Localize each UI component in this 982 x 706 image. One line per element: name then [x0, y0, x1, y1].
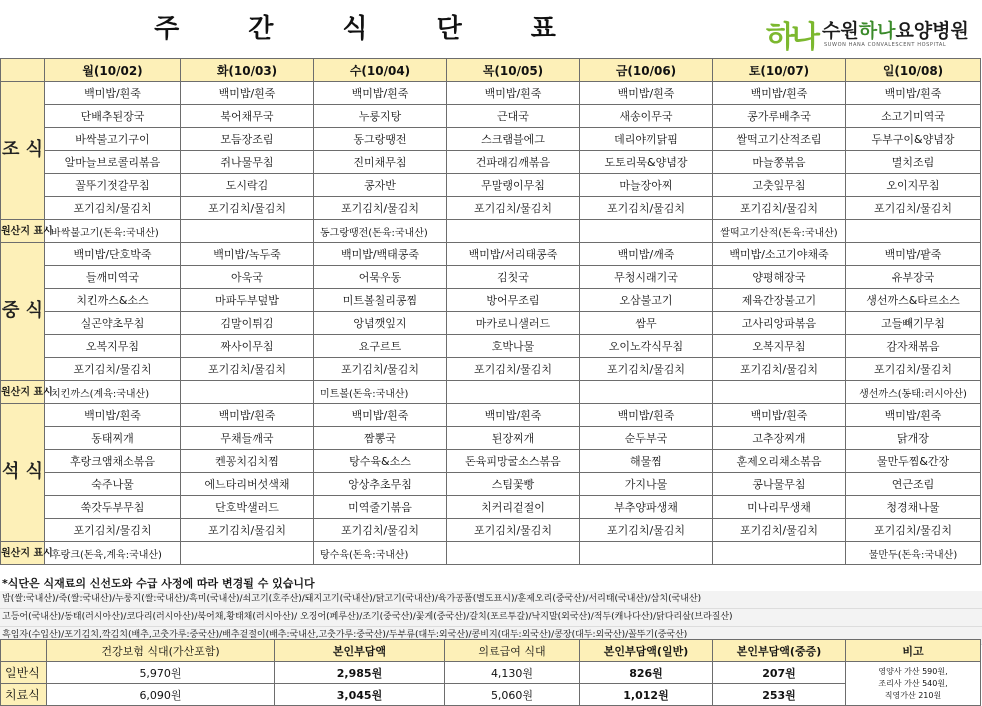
menu-item: 아욱국 [181, 266, 314, 289]
menu-item: 단배추된장국 [45, 105, 181, 128]
menu-item: 어묵우동 [314, 266, 447, 289]
lunch-menu-row [1, 312, 981, 335]
menu-item: 데리야끼닭핌 [580, 128, 713, 151]
price-cell: 207원 [713, 662, 846, 684]
breakfast-menu-row [1, 82, 981, 105]
menu-item: 백미밥/서리태콩죽 [447, 243, 580, 266]
price-cell: 5,060원 [445, 684, 580, 706]
price-cell: 1,012원 [580, 684, 713, 706]
menu-item: 포기김치/물김치 [713, 197, 846, 220]
hospital-name: 수원하나요양병원 [822, 20, 969, 42]
menu-item: 부추양파생채 [580, 496, 713, 519]
menu-item: 양평해장국 [713, 266, 846, 289]
price-row-label: 치료식 [1, 684, 47, 706]
menu-item: 포기김치/물김치 [45, 358, 181, 381]
menu-item: 포기김치/물김치 [447, 358, 580, 381]
menu-item: 백미밥/흰죽 [846, 404, 981, 427]
menu-item: 포기김치/물김치 [846, 197, 981, 220]
origin-item: 동그랑땡전(돈육:국내산) [314, 220, 447, 243]
origin-item [181, 542, 314, 565]
origin-item [580, 381, 713, 404]
menu-item: 무채들깨국 [181, 427, 314, 450]
price-row-therapeutic [1, 684, 981, 706]
menu-item: 김말이튀김 [181, 312, 314, 335]
menu-item: 동태찌개 [45, 427, 181, 450]
logo-mark-icon: 하나 [766, 20, 816, 55]
dinner-menu-row [1, 496, 981, 519]
price-header: 본인부담액(중증) [713, 640, 846, 662]
menu-item: 포기김치/물김치 [713, 519, 846, 542]
lunch-menu-row [1, 358, 981, 381]
menu-item: 마늘쫑볶음 [713, 151, 846, 174]
origin-item: 탕수육(돈육:국내산) [314, 542, 447, 565]
origin-item: 생선까스(동태:러시아산) [846, 381, 981, 404]
price-header-row [1, 640, 981, 662]
origin-item [713, 542, 846, 565]
menu-item: 꼴뚜기젓갈무침 [45, 174, 181, 197]
menu-item: 백미밥/흰죽 [181, 82, 314, 105]
menu-item: 건파래김깨볶음 [447, 151, 580, 174]
price-cell: 5,970원 [47, 662, 275, 684]
origin-item [580, 542, 713, 565]
menu-item: 스크램블에그 [447, 128, 580, 151]
menu-item: 포기김치/물김치 [846, 519, 981, 542]
menu-item: 쑥갓두부무침 [45, 496, 181, 519]
menu-item: 청경채나물 [846, 496, 981, 519]
origin-item [580, 220, 713, 243]
lunch-label: 중 식 [1, 243, 45, 381]
price-remarks [846, 662, 981, 706]
menu-item: 마늘장아찌 [580, 174, 713, 197]
day-header: 토(10/07) [713, 59, 846, 82]
menu-item: 고사리앙파볶음 [713, 312, 846, 335]
dinner-label: 석 식 [1, 404, 45, 542]
menu-item: 연근조림 [846, 473, 981, 496]
price-row-label: 일반식 [1, 662, 47, 684]
price-cell: 6,090원 [47, 684, 275, 706]
origin-item: 후랑크(돈육,계육:국내산) [45, 542, 181, 565]
origin-item [181, 381, 314, 404]
menu-item: 오이지무침 [846, 174, 981, 197]
menu-item: 숙주나물 [45, 473, 181, 496]
menu-item: 닭개장 [846, 427, 981, 450]
menu-item: 스팀꽃빵 [447, 473, 580, 496]
origin-label: 원산지 표시 [1, 220, 45, 243]
menu-item: 포기김치/물김치 [846, 358, 981, 381]
menu-item: 제육간장불고기 [713, 289, 846, 312]
menu-item: 고춧잎무침 [713, 174, 846, 197]
dinner-menu-row [1, 473, 981, 496]
menu-item: 북어채무국 [181, 105, 314, 128]
menu-item: 동그랑땡전 [314, 128, 447, 151]
price-cell: 2,985원 [275, 662, 445, 684]
menu-item: 포기김치/물김치 [580, 197, 713, 220]
menu-item: 고들빼기무침 [846, 312, 981, 335]
menu-item: 포기김치/물김치 [314, 519, 447, 542]
menu-item: 요구르트 [314, 335, 447, 358]
menu-item: 멸치조림 [846, 151, 981, 174]
menu-item: 백미밥/흰죽 [713, 404, 846, 427]
day-header-row [1, 59, 981, 82]
origin-item [846, 220, 981, 243]
menu-item: 바싹불고기구이 [45, 128, 181, 151]
menu-item: 오복지무침 [45, 335, 181, 358]
origin-item: 쌀떡고기산적(돈육:국내산) [713, 220, 846, 243]
price-cell: 826원 [580, 662, 713, 684]
menu-item: 백미밥/흰죽 [580, 82, 713, 105]
lunch-menu-row [1, 289, 981, 312]
menu-item: 백미밥/흰죽 [713, 82, 846, 105]
origin-note-line: 고등어(국내산)/동태(러시아산)/코다리(러시아산)/북어채,황태채(러시아산)/ 오징어(페루산)/조기(중국산)/꽃게(중국산)/갈치(포르투갈)/낙지말(외국산)/적두(캐나다산)/닭다리살(브라질산) [0, 609, 982, 627]
menu-item: 켄꽁치김치찜 [181, 450, 314, 473]
menu-item: 모듬장조림 [181, 128, 314, 151]
price-header: 건강보험 식대(가산포함) [47, 640, 275, 662]
menu-item: 도시락김 [181, 174, 314, 197]
menu-item: 두부구이&양념장 [846, 128, 981, 151]
dinner-origin-row [1, 542, 981, 565]
menu-item: 진미채무침 [314, 151, 447, 174]
menu-item: 미나리무생채 [713, 496, 846, 519]
price-cell: 4,130원 [445, 662, 580, 684]
origin-note-line: 밥(쌀:국내산)/죽(쌀:국내산)/누룽지(쌀:국내산)/흑미(국내산)/쇠고기(호주산)/돼지고기(국내산)/닭고기(국내산)/육가공품(별도표시)/훈제오리(중국산)/서리태(국내산)/삼치(국내산) [0, 591, 982, 609]
origin-item [447, 381, 580, 404]
menu-item: 백미밥/흰죽 [45, 404, 181, 427]
menu-item: 오복지무침 [713, 335, 846, 358]
price-cell: 3,045원 [275, 684, 445, 706]
menu-item: 포기김치/물김치 [45, 197, 181, 220]
menu-item: 물만두찜&간장 [846, 450, 981, 473]
day-header: 화(10/03) [181, 59, 314, 82]
menu-item: 무말랭이무침 [447, 174, 580, 197]
price-header: 본인부담액(일반) [580, 640, 713, 662]
day-header: 월(10/02) [45, 59, 181, 82]
menu-item: 후랑크앰채소볶음 [45, 450, 181, 473]
remark-line: 직영가산 210원 [884, 690, 942, 700]
weekly-menu-table [0, 58, 981, 565]
menu-item: 짬뽕국 [314, 427, 447, 450]
dinner-menu-row [1, 427, 981, 450]
menu-item: 백미밥/백태콩죽 [314, 243, 447, 266]
menu-item: 포기김치/물김치 [181, 197, 314, 220]
menu-item: 백미밥/흰죽 [846, 82, 981, 105]
price-header: 비고 [846, 640, 981, 662]
menu-item: 오삼불고기 [580, 289, 713, 312]
menu-item: 미트볼칠리콩찜 [314, 289, 447, 312]
menu-item: 미역줄기볶음 [314, 496, 447, 519]
menu-item: 마카로니샐러드 [447, 312, 580, 335]
menu-item: 치커리겉절이 [447, 496, 580, 519]
menu-item: 백미밥/깨죽 [580, 243, 713, 266]
menu-item: 된장찌개 [447, 427, 580, 450]
menu-item: 호박나물 [447, 335, 580, 358]
menu-item: 소고기미역국 [846, 105, 981, 128]
origin-label: 원산지 표시 [1, 542, 45, 565]
breakfast-origin-row [1, 220, 981, 243]
menu-item: 포기김치/물김치 [314, 197, 447, 220]
remark-line: 영양사 가산 590원, [878, 666, 948, 676]
menu-item: 포기김치/물김치 [181, 519, 314, 542]
corner-cell [1, 59, 45, 82]
day-header: 수(10/04) [314, 59, 447, 82]
origin-item [181, 220, 314, 243]
origin-item: 바싹불고기(돈육:국내산) [45, 220, 181, 243]
dinner-menu-row [1, 519, 981, 542]
menu-item: 쌀떡고기산적조림 [713, 128, 846, 151]
menu-item: 백미밥/흰죽 [314, 82, 447, 105]
menu-item: 포기김치/물김치 [580, 358, 713, 381]
page-title: 주 간 식 단 표 [154, 14, 586, 44]
menu-item: 김칫국 [447, 266, 580, 289]
menu-item: 백미밥/소고기야채죽 [713, 243, 846, 266]
lunch-origin-row [1, 381, 981, 404]
origin-item: 치킨까스(계육:국내산) [45, 381, 181, 404]
price-header: 의료급여 식대 [445, 640, 580, 662]
menu-item: 가지나물 [580, 473, 713, 496]
menu-item: 고추장찌개 [713, 427, 846, 450]
menu-item: 백미밥/흰죽 [45, 82, 181, 105]
meal-price-table [0, 639, 981, 706]
menu-item: 순두부국 [580, 427, 713, 450]
dinner-menu-row [1, 450, 981, 473]
menu-item: 백미밥/흰죽 [447, 404, 580, 427]
menu-item: 포기김치/물김치 [181, 358, 314, 381]
menu-item: 포기김치/물김치 [447, 519, 580, 542]
origin-item: 미트볼(돈육:국내산) [314, 381, 447, 404]
day-header: 일(10/08) [846, 59, 981, 82]
menu-item: 도토리묵&양념장 [580, 151, 713, 174]
dinner-menu-row [1, 404, 981, 427]
menu-item: 백미밥/흰죽 [314, 404, 447, 427]
menu-item: 백미밥/흰죽 [580, 404, 713, 427]
day-header: 금(10/06) [580, 59, 713, 82]
origin-item [447, 542, 580, 565]
breakfast-menu-row [1, 197, 981, 220]
day-header: 목(10/05) [447, 59, 580, 82]
menu-item: 탕수육&소스 [314, 450, 447, 473]
menu-item: 짜사이무침 [181, 335, 314, 358]
menu-item: 오이노각식무침 [580, 335, 713, 358]
breakfast-menu-row [1, 105, 981, 128]
menu-item: 알마늘브로콜리볶음 [45, 151, 181, 174]
hospital-subtitle: SUWON HANA CONVALESCENT HOSPITAL [824, 42, 947, 48]
remark-line: 조리사 가산 540원, [878, 678, 948, 688]
lunch-menu-row [1, 243, 981, 266]
origin-item [713, 381, 846, 404]
menu-item: 쥐나물무침 [181, 151, 314, 174]
price-cell: 253원 [713, 684, 846, 706]
menu-item: 앙상추초무침 [314, 473, 447, 496]
menu-item: 콩가루배추국 [713, 105, 846, 128]
origin-item [447, 220, 580, 243]
breakfast-menu-row [1, 174, 981, 197]
menu-item: 마파두부덮밥 [181, 289, 314, 312]
menu-item: 실곤약초무침 [45, 312, 181, 335]
menu-item: 백미밥/단호박죽 [45, 243, 181, 266]
origin-item: 물만두(돈육:국내산) [846, 542, 981, 565]
menu-item: 백미밥/팥죽 [846, 243, 981, 266]
menu-change-notice: *식단은 식재료의 신선도와 수급 사정에 따라 변경될 수 있습니다 [2, 577, 315, 590]
lunch-menu-row [1, 266, 981, 289]
menu-item: 치킨까스&소스 [45, 289, 181, 312]
hospital-logo [760, 12, 980, 55]
breakfast-menu-row [1, 128, 981, 151]
menu-item: 콩나물무침 [713, 473, 846, 496]
origin-note-line: 흑임자(수입산)/포기김치,깍김치(배추,고춧가루:중국산)/배추겉절이(배추:국내산,고춧가루:중국산)/두부류(대두:외국산)/콩비지(대두:외국산)/콩장(대두:외국산)/꼴뚜기(중국산) [0, 627, 982, 645]
price-corner [1, 640, 47, 662]
menu-item: 들깨미역국 [45, 266, 181, 289]
menu-item: 포기김치/물김치 [45, 519, 181, 542]
menu-item: 앙념깻잎지 [314, 312, 447, 335]
menu-item: 누룽지탕 [314, 105, 447, 128]
origin-label: 원산지 표시 [1, 381, 45, 404]
menu-item: 에느타리버섯색채 [181, 473, 314, 496]
menu-item: 단호박샐러드 [181, 496, 314, 519]
menu-item: 새송이무국 [580, 105, 713, 128]
menu-item: 포기김치/물김치 [713, 358, 846, 381]
menu-item: 쌈무 [580, 312, 713, 335]
menu-item: 콩자반 [314, 174, 447, 197]
menu-item: 생선까스&타르소스 [846, 289, 981, 312]
menu-item: 돈육피망굴소스볶음 [447, 450, 580, 473]
menu-item: 백미밥/흰죽 [447, 82, 580, 105]
menu-item: 근대국 [447, 105, 580, 128]
lunch-menu-row [1, 335, 981, 358]
origin-notes [0, 591, 982, 645]
menu-item: 포기김치/물김치 [447, 197, 580, 220]
breakfast-label: 조 식 [1, 82, 45, 220]
menu-item: 백미밥/흰죽 [181, 404, 314, 427]
menu-item: 무청시래기국 [580, 266, 713, 289]
menu-item: 방어무조림 [447, 289, 580, 312]
menu-item: 백미밥/녹두죽 [181, 243, 314, 266]
price-header: 본인부담액 [275, 640, 445, 662]
menu-item: 해물찜 [580, 450, 713, 473]
menu-item: 훈제오리채소볶음 [713, 450, 846, 473]
menu-item: 포기김치/물김치 [314, 358, 447, 381]
menu-item: 유부장국 [846, 266, 981, 289]
menu-item: 포기김치/물김치 [580, 519, 713, 542]
breakfast-menu-row [1, 151, 981, 174]
menu-item: 감자채볶음 [846, 335, 981, 358]
price-row-general [1, 662, 981, 684]
